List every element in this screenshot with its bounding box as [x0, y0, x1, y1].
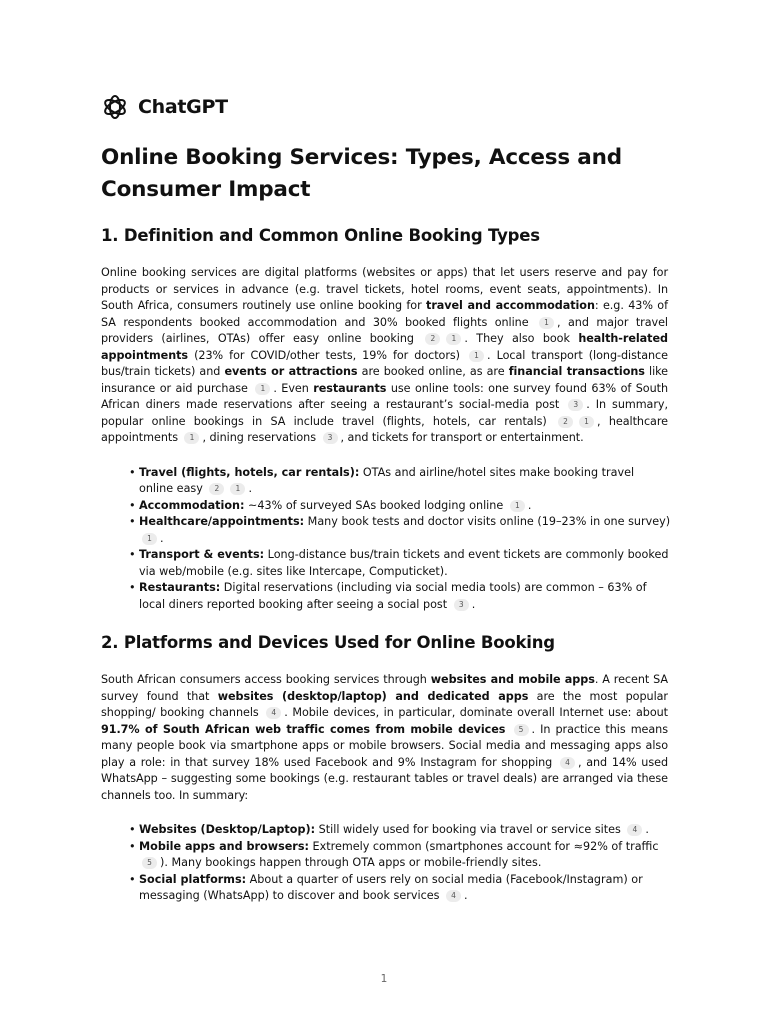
list-item: • Websites (Desktop/Laptop): Still widely used for booking via travel or service sites 4 .	[131, 822, 671, 839]
section-2-heading: 2. Platforms and Devices Used for Online Booking	[101, 633, 555, 652]
list-item: • Mobile apps and browsers: Extremely common (smartphones account for ≈92% of traffic 5 ). Many bookings happen through OTA apps or mobile-friendly sites.	[131, 839, 671, 872]
citation-badge[interactable]: 4	[446, 890, 461, 902]
section-1-heading: 1. Definition and Common Online Booking Types	[101, 226, 540, 245]
citation-badge[interactable]: 1	[446, 333, 461, 345]
citation-badge[interactable]: 2	[425, 333, 440, 345]
citation-badge[interactable]: 2	[209, 483, 224, 495]
list-item: • Healthcare/appointments: Many book tests and doctor visits online (19–23% in one survey) 1 .	[131, 514, 671, 547]
citation-badge[interactable]: 4	[266, 707, 281, 719]
citation-badge[interactable]: 1	[510, 500, 525, 512]
citation-badge[interactable]: 2	[558, 416, 573, 428]
section-1-bullet-list	[101, 465, 671, 614]
citation-badge[interactable]: 4	[627, 824, 642, 836]
list-item: • Travel (flights, hotels, car rentals): OTAs and airline/hotel sites make booking travel online easy 2 1 .	[131, 465, 671, 498]
list-item: • Social platforms: About a quarter of users rely on social media (Facebook/Instagram) or messaging (WhatsApp) to discover and book services 4 .	[131, 872, 671, 905]
citation-badge[interactable]: 4	[560, 757, 575, 769]
document-page	[101, 92, 671, 905]
brand-name: ChatGPT	[138, 96, 228, 118]
section-2-paragraph: South African consumers access booking services through websites and mobile apps. A recent SA survey found that websites (desktop/laptop) and dedicated apps are the most popular shopping/ booking channels 4 . Mobile devices, in particular, dominate overall Internet use: about 91.7% of South African web traffic comes from mobile devices 5 . In practice this means many people book via smartphone apps or mobile browsers. Social media and messaging apps also play a role: in that survey 18% used Facebook and 9% Instagram for shopping 4 , and 14% used WhatsApp – suggesting some bookings (e.g. restaurant tables or travel deals) are arranged via these channels too. In summary:	[101, 673, 669, 802]
citation-badge[interactable]: 1	[142, 533, 157, 545]
citation-badge[interactable]: 1	[579, 416, 594, 428]
citation-badge[interactable]: 3	[568, 399, 583, 411]
section-2-bullet-list	[101, 822, 671, 905]
list-item: • Accommodation: ~43% of surveyed SAs booked lodging online 1 .	[131, 498, 671, 515]
chatgpt-logo-icon	[101, 93, 129, 121]
citation-badge[interactable]: 1	[184, 432, 199, 444]
citation-badge[interactable]: 5	[142, 857, 157, 869]
brand-header	[101, 92, 668, 122]
citation-badge[interactable]: 1	[230, 483, 245, 495]
citation-badge[interactable]: 1	[539, 317, 554, 329]
citation-badge[interactable]: 1	[469, 350, 484, 362]
document-title: Online Booking Services: Types, Access and Consumer Impact	[101, 145, 622, 202]
citation-badge[interactable]: 3	[454, 599, 469, 611]
citation-badge[interactable]: 3	[323, 432, 338, 444]
list-item: • Transport & events: Long-distance bus/train tickets and event tickets are commonly booked via web/mobile (e.g. sites like Intercape, Computicket).	[131, 547, 671, 580]
citation-badge[interactable]: 1	[255, 383, 270, 395]
list-item: • Restaurants: Digital reservations (including via social media tools) are common – 63% of local diners reported booking after seeing a social post 3 .	[131, 580, 671, 613]
section-1-paragraph: Online booking services are digital platforms (websites or apps) that let users reserve and pay for products or services in advance (e.g. travel tickets, hotel rooms, event seats, appointments). In South Africa, consumers routinely use online booking for travel and accommodation: e.g. 43% of SA respondents booked accommodation and 30% booked flights online 1 , and major travel providers (airlines, OTAs) offer easy online booking 2 1 . They also book health-related appointments (23% for COVID/other tests, 19% for doctors) 1 . Local transport (long-distance bus/train tickets) and events or attractions are booked online, as are financial transactions like insurance or aid purchase 1 . Even restaurants use online tools: one survey found 63% of South African diners made reservations after seeing a restaurant’s social-media post 3 . In summary, popular online bookings in SA include travel (flights, hotels, car rentals) 2 1 , healthcare appointments 1 , dining reservations 3 , and tickets for transport or entertainment.	[101, 266, 668, 444]
citation-badge[interactable]: 5	[514, 724, 529, 736]
page-number: 1	[380, 973, 388, 985]
